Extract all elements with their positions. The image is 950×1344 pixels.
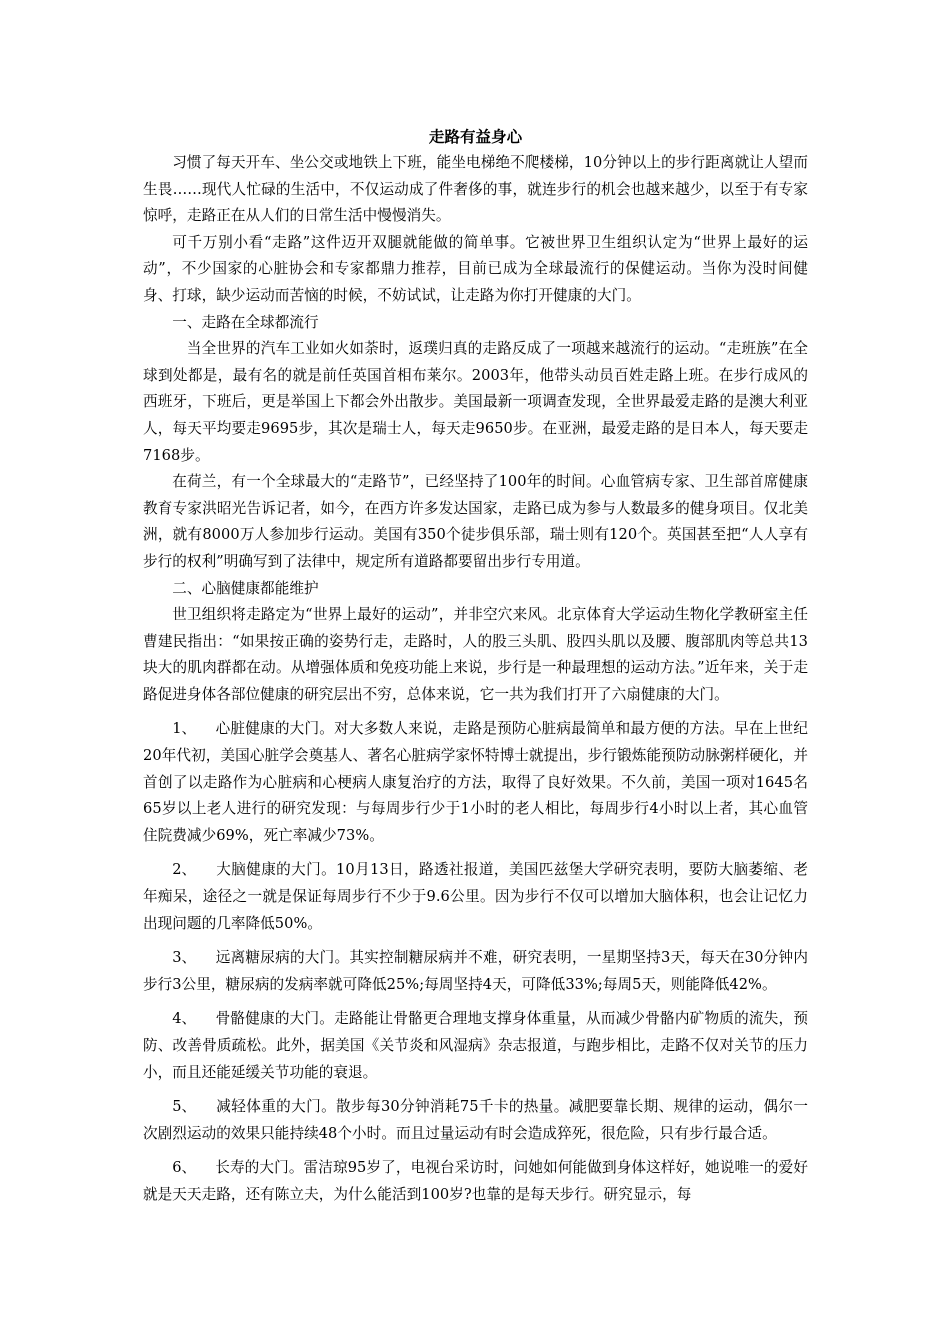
section-1-paragraph-1: 当全世界的汽车工业如火如荼时，返璞归真的走路反成了一项越来越流行的运动。“走班族”在全球到处都是，最有名的就是前任英国首相布莱尔。2003年，他带头动员百姓走路上班。在步行成风的西班牙，下班后，更是举国上下都会外出散步。美国最新一项调查发现，全世界最爱走路的是澳大利亚人，每天平均要走9695步，其次是瑞士人，每天走9650步。在亚洲，最爱走路的是日本人，每天要走7168步。: [143, 340, 808, 464]
intro-paragraph-2: 可千万别小看“走路”这件迈开双腿就能做的简单事。它被世界卫生组织认定为“世界上最好的运动”，不少国家的心脏协会和专家都鼎力推荐，目前已成为全球最流行的保健运动。当你为没时间健身、打球，缺少运动而苦恼的时候，不妨试试，让走路为你打开健康的大门。: [143, 233, 808, 304]
list-item-number: 4、: [172, 1010, 197, 1028]
document-body: [143, 124, 808, 1209]
section-1-paragraph-2: 在荷兰，有一个全球最大的“走路节”，已经坚持了100年的时间。心血管病专家、卫生部首席健康教育专家洪昭光告诉记者，如今，在西方许多发达国家，走路已成为参与人数最多的健身项目。仅北美洲，就有8000万人参加步行运动。美国有350个徒步俱乐部，瑞士则有120个。英国甚至把“人人享有步行的权利”明确写到了法律中，规定所有道路都要留出步行专用道。: [143, 473, 808, 570]
list-item-text: 长寿的大门。雷洁琼95岁了，电视台采访时，问她如何能做到身体这样好，她说唯一的爱好就是天天走路，还有陈立夫，为什么能活到100岁?也靠的是每天步行。研究显示，每: [143, 1159, 808, 1203]
list-item-text: 减轻体重的大门。散步每30分钟消耗75千卡的热量。减肥要靠长期、规律的运动，偶尔一次剧烈运动的效果只能持续48个小时。而且过量运动有时会造成猝死，很危险，只有步行最合适。: [143, 1098, 808, 1142]
document-title: 走路有益身心: [428, 128, 523, 146]
list-item: [143, 857, 808, 937]
section-2-heading: 二、心脑健康都能维护: [172, 579, 319, 597]
section-1-heading: 一、走路在全球都流行: [172, 313, 319, 331]
list-item-text: 心脏健康的大门。对大多数人来说，走路是预防心脏病最简单和最方便的方法。早在上世纪20年代初，美国心脏学会奠基人、著名心脏病学家怀特博士就提出，步行锻炼能预防动脉粥样硬化，并首创了以走路作为心脏病和心梗病人康复治疗的方法，取得了良好效果。不久前，美国一项对1645名65岁以上老人进行的研究发现：与每周步行少于1小时的老人相比，每周步行4小时以上者，其心血管住院费减少69%，死亡率减少73%。: [143, 720, 808, 844]
list-item-number: 2、: [172, 861, 197, 879]
list-item: [143, 716, 808, 849]
list-item-number: 1、: [172, 720, 197, 738]
list-item-number: 6、: [172, 1159, 197, 1177]
intro-paragraph-1: 习惯了每天开车、坐公交或地铁上下班，能坐电梯绝不爬楼梯，10分钟以上的步行距离就让人望而生畏……现代人忙碌的生活中，不仅运动成了件奢侈的事，就连步行的机会也越来越少，以至于有专家惊呼，走路正在从人们的日常生活中慢慢消失。: [143, 154, 808, 225]
list-item: [143, 1094, 808, 1147]
list-item: [143, 1155, 808, 1208]
list-item-text: 骨骼健康的大门。走路能让骨骼更合理地支撑身体重量，从而减少骨骼内矿物质的流失，预防、改善骨质疏松。此外，据美国《关节炎和风湿病》杂志报道，与跑步相比，走路不仅对关节的压力小，而且还能延缓关节功能的衰退。: [143, 1010, 808, 1081]
section-2-paragraph: 世卫组织将走路定为“世界上最好的运动”，并非空穴来风。北京体育大学运动生物化学教研室主任曹建民指出：“如果按正确的姿势行走，走路时，人的股三头肌、股四头肌以及腰、腹部肌肉等总共13块大的肌肉群都在动。从增强体质和免疫功能上来说，步行是一种最理想的运动方法。”近年来，关于走路促进身体各部位健康的研究层出不穷，总体来说，它一共为我们打开了六扇健康的大门。: [143, 606, 808, 703]
list-item-text: 远离糖尿病的大门。其实控制糖尿病并不难，研究表明，一星期坚持3天，每天在30分钟内步行3公里，糖尿病的发病率就可降低25%;每周坚持4天，可降低33%;每周5天，则能降低42%。: [143, 949, 808, 993]
list-item: [143, 1006, 808, 1086]
list-item-text: 大脑健康的大门。10月13日，路透社报道，美国匹兹堡大学研究表明，要防大脑萎缩、老年痴呆，途径之一就是保证每周步行不少于9.6公里。因为步行不仅可以增加大脑体积，也会让记忆力出现问题的几率降低50%。: [143, 861, 808, 932]
list-item-number: 3、: [172, 949, 197, 967]
list-item: [143, 945, 808, 998]
list-item-number: 5、: [172, 1098, 197, 1116]
